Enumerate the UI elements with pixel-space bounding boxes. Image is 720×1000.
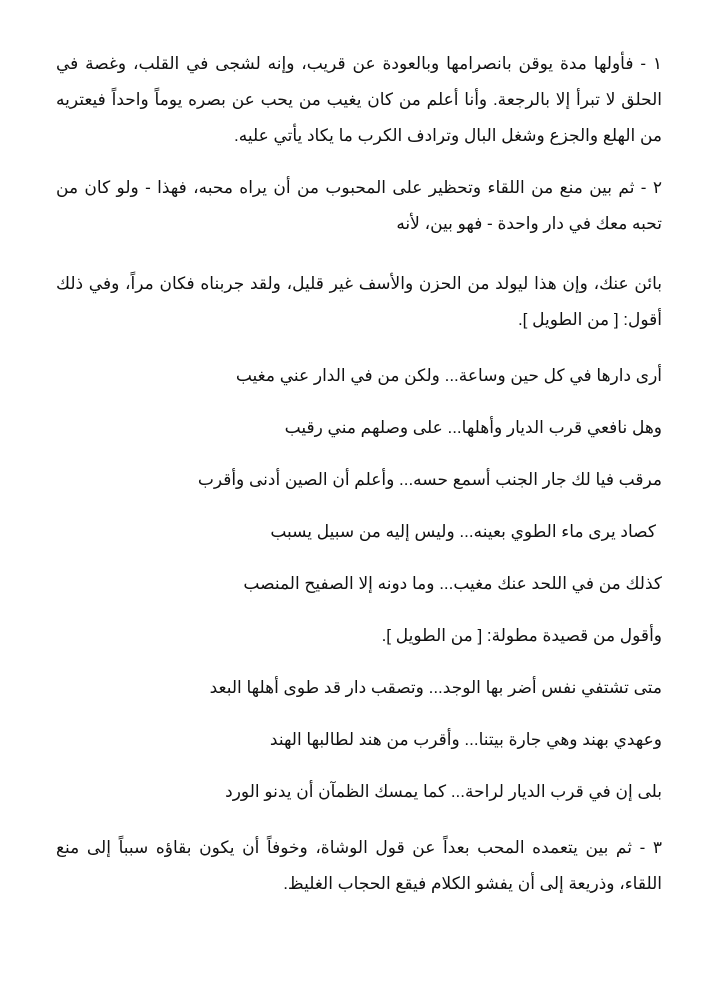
verse-line-5: كذلك من في اللحد عنك مغيب... وما دونه إلا الصفيح المنصب [243, 574, 662, 593]
verse-line-1: أرى دارها في كل حين وساعة... ولكن من في الدار عني مغيب [235, 366, 662, 385]
poem-intro: وأقول من قصيدة مطولة: [ من الطويل ]. [381, 626, 662, 645]
paragraph-2: ٢ - ثم بين منع من اللقاء وتحظير على المحبوب من أن يراه محبه، فهذا - ولو كان من تحبه معك في دار واحدة - فهو بين، لأنه [56, 178, 662, 233]
verse-line-4: كصاد يرى ماء الطوي بعينه... وليس إليه من سبيل يسبب [270, 522, 656, 541]
verse-line-3: مرقب فيا لك جار الجنب أسمع حسه... وأعلم أن الصين أدنى وأقرب [197, 470, 662, 489]
verse-line-6: متى تشتفي نفس أضر بها الوجد... وتصقب دار قد طوى أهلها البعد [209, 678, 662, 697]
verse-line-2: وهل نافعي قرب الديار وأهلها... على وصلهم مني رقيب [284, 418, 662, 437]
paragraph-1: ١ - فأولها مدة يوقن بانصرامها وبالعودة عن قريب، وإنه لشجى في القلب، وغصة في الحلق لا تبرأ إلا بالرجعة. وأنا أعلم من كان يغيب من يحب عن بصره يوماً واحداً فيعتريه من الهلع والجزع وشغل البال وترادف الكرب ما يكاد يأتي عليه. [56, 54, 662, 145]
paragraph-4: ٣ - ثم بين يتعمده المحب بعداً عن قول الوشاة، وخوفاً أن يكون بقاؤه سبباً إلى منع اللقاء، وذريعة إلى أن يفشو الكلام فيقع الحجاب الغليظ. [56, 838, 662, 893]
paragraph-3: بائن عنك، وإن هذا ليولد من الحزن والأسف غير قليل، ولقد جربناه فكان مراً، وفي ذلك أقول: [ من الطويل ]. [56, 274, 662, 329]
verse-line-7: وعهدي بهند وهي جارة بيتنا... وأقرب من هند لطالبها الهند [269, 730, 662, 749]
verse-line-8: بلى إن في قرب الديار لراحة... كما يمسك الظمآن أن يدنو الورد [225, 782, 662, 801]
